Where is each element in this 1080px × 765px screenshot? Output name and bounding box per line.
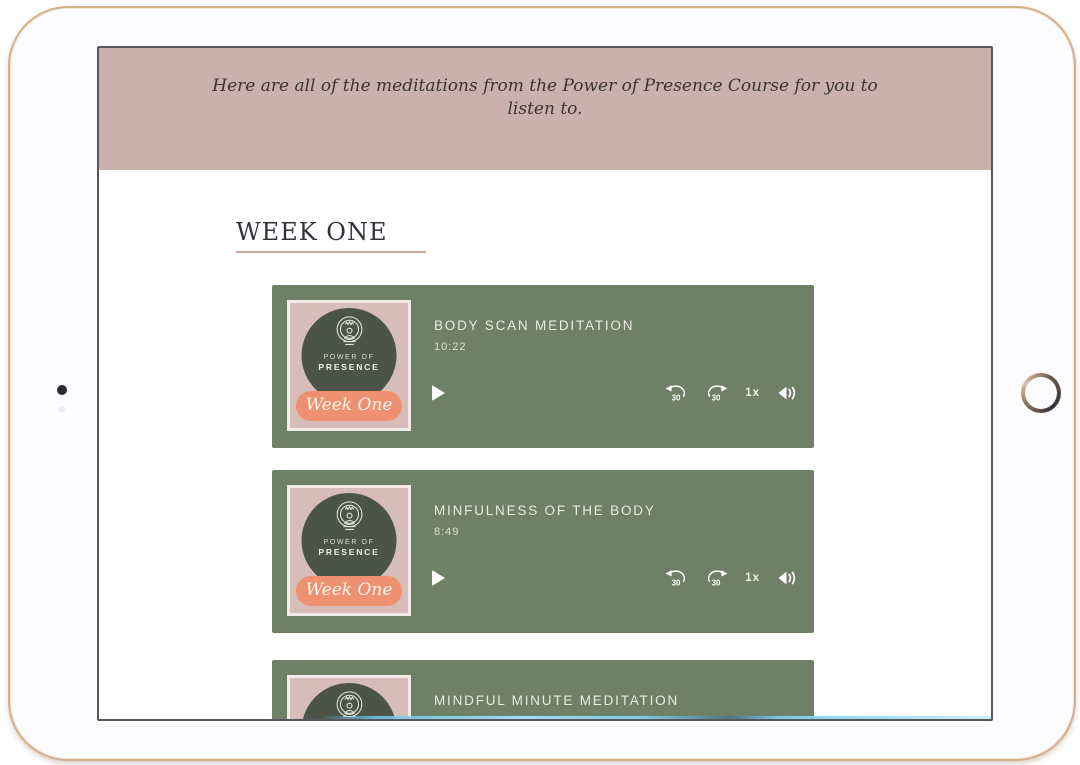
- skip-forward-label: 30: [711, 578, 721, 588]
- skip-back-30-button[interactable]: [665, 384, 688, 403]
- skip-back-30-button[interactable]: [665, 569, 688, 588]
- camera-icon: [57, 385, 67, 395]
- player-secondary-controls: [665, 384, 798, 403]
- volume-button[interactable]: [777, 570, 798, 586]
- artwork-logo-circle: [302, 308, 397, 403]
- playback-speed-button[interactable]: 1x: [745, 572, 760, 584]
- header-band: [99, 48, 991, 170]
- intro-text: Here are all of the meditations from the Power of Presence Course for you to listen to.: [212, 76, 878, 119]
- player-controls: [432, 567, 798, 589]
- episode-artwork: [287, 675, 411, 721]
- brand-line1: POWER OF: [323, 354, 375, 361]
- brand-line2: PRESENCE: [318, 547, 380, 557]
- home-button-inner: [1025, 377, 1057, 409]
- episode-title: MINFULNESS OF THE BODY: [434, 503, 656, 518]
- audio-player-card: [272, 470, 814, 633]
- tablet-frame: [8, 6, 1076, 761]
- brand-line1: POWER OF: [323, 539, 375, 546]
- episode-duration: 8:49: [434, 526, 460, 538]
- player-controls: [432, 382, 798, 404]
- play-icon: [432, 570, 445, 586]
- play-button[interactable]: [432, 569, 446, 587]
- skip-back-label: 30: [671, 578, 681, 588]
- week-badge: Week One: [296, 391, 402, 421]
- skip-forward-30-button[interactable]: [705, 569, 728, 588]
- meditation-logo-icon: [330, 315, 368, 353]
- skip-back-label: 30: [671, 393, 681, 403]
- playback-speed-button[interactable]: 1x: [745, 387, 760, 399]
- play-icon: [432, 385, 445, 401]
- episode-title: BODY SCAN MEDITATION: [434, 318, 635, 333]
- audio-player-card: [272, 285, 814, 448]
- episode-artwork: [287, 300, 411, 431]
- play-button[interactable]: [432, 384, 446, 402]
- audio-player-card: [272, 660, 814, 721]
- artwork-logo-circle: [302, 493, 397, 588]
- volume-button[interactable]: [777, 385, 798, 401]
- home-button[interactable]: [1021, 373, 1061, 413]
- skip-forward-30-button[interactable]: [705, 384, 728, 403]
- tablet-screen: [97, 46, 993, 721]
- ambient-sensor-icon: [59, 406, 65, 412]
- episode-artwork: [287, 485, 411, 616]
- brand-line2: PRESENCE: [318, 362, 380, 372]
- week-badge: Week One: [296, 576, 402, 606]
- section-title: WEEK ONE: [236, 218, 388, 246]
- skip-forward-label: 30: [711, 393, 721, 403]
- meditation-logo-icon: [330, 500, 368, 538]
- player-secondary-controls: [665, 569, 798, 588]
- episode-title: MINDFUL MINUTE MEDITATION: [434, 693, 679, 708]
- episode-duration: 10:22: [434, 341, 467, 353]
- section-title-underline: [236, 251, 426, 253]
- screen-glare: [324, 716, 991, 719]
